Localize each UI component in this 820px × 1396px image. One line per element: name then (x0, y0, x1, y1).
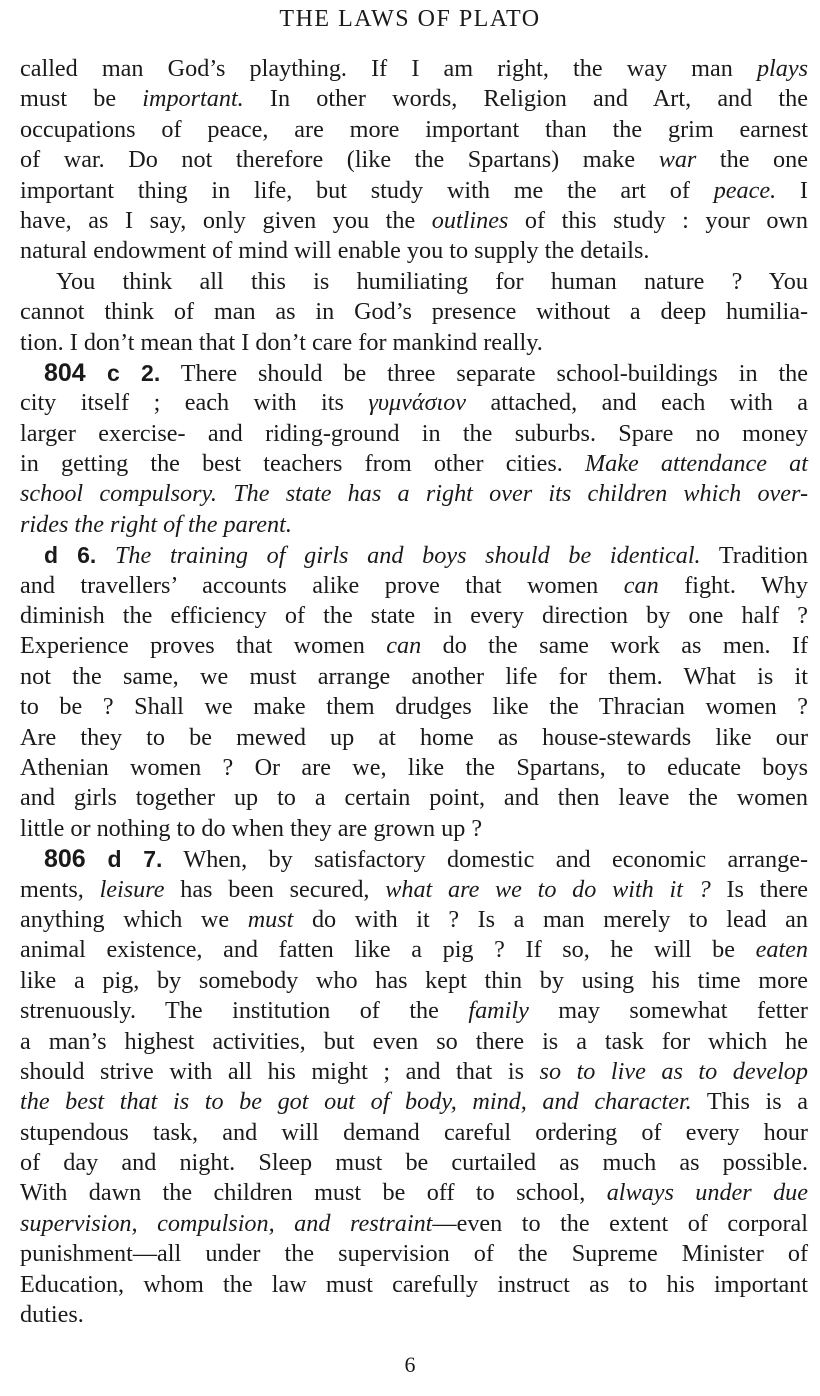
text-line (20, 206, 808, 236)
text-run: attached, and each with a (466, 389, 808, 417)
italic-run: must (247, 905, 294, 933)
text-run: Is there (710, 875, 809, 903)
text-line (20, 935, 808, 965)
text-run: has been secured, (164, 875, 386, 903)
text-run: of this study : your own (508, 206, 808, 234)
italic-run: family (468, 997, 529, 1025)
text-line (20, 388, 808, 418)
text-line (20, 145, 808, 175)
italic-run: can (623, 571, 659, 599)
text-run: not the same, we must arrange another life for them. What is it (20, 662, 808, 690)
text-run (96, 542, 115, 569)
text-run: strenuously. The institution of the (20, 997, 469, 1025)
text-line (20, 1300, 808, 1330)
text-run: occupations of peace, are more important than the grim earnest (20, 115, 808, 143)
text-line (20, 1118, 808, 1148)
text-run: of day and night. Sleep must be curtailed as much as possible. (20, 1149, 808, 1177)
text-line (20, 540, 808, 570)
text-run: —even to the extent of corporal (432, 1209, 808, 1237)
text-run: animal existence, and fatten like a pig ? If so, he will be (20, 936, 756, 964)
text-line (20, 84, 808, 114)
text-run: You think all this is humiliating for human nature ? You (56, 267, 808, 295)
text-run: With dawn the children must be off to school, (20, 1179, 607, 1207)
text-run: little or nothing to do when they are grown up ? (20, 814, 483, 842)
text-line (20, 692, 808, 722)
text-run: to be ? Shall we make them drudges like the Thracian women ? (20, 693, 808, 721)
text-line (20, 1178, 808, 1208)
text-run: punishment—all under the supervision of the Supreme Minister of (20, 1240, 808, 1268)
text-line (20, 1057, 808, 1087)
text-run: This is a (691, 1088, 809, 1116)
text-run: have, as I say, only given you the (20, 206, 432, 234)
italic-run: always under due (606, 1179, 808, 1207)
text-run: duties. (20, 1301, 84, 1329)
running-head: THE LAWS OF PLATO (279, 6, 541, 32)
text-run: fight. Why (658, 571, 808, 599)
stephanus-page: 806 (44, 845, 86, 874)
italic-run: outlines (431, 206, 509, 234)
text-run: the one (696, 146, 808, 174)
stephanus-section: d 7. (85, 846, 163, 873)
text-line (20, 328, 808, 358)
text-run: anything which we (20, 905, 248, 933)
page-number: 6 (404, 1352, 416, 1377)
text-line (20, 297, 808, 327)
italic-run: so to live as to develop (539, 1057, 808, 1085)
text-line (20, 966, 808, 996)
stephanus-reference (44, 846, 162, 872)
italic-run: important. (142, 85, 244, 113)
italic-run: rides the right of the parent. (20, 510, 292, 538)
italic-run: can (386, 632, 422, 660)
text-run: Tradition (700, 542, 809, 570)
text-line (20, 1239, 808, 1269)
text-run: do with it ? Is a man merely to lead an (293, 905, 808, 933)
text-run: city itself ; each with its (20, 389, 369, 417)
text-run: and travellers’ accounts alike prove that women (20, 571, 624, 599)
text-line (20, 844, 808, 874)
text-line (20, 1027, 808, 1057)
text-line (20, 54, 808, 84)
text-run: Education, whom the law must carefully instruct as to his important (20, 1270, 808, 1298)
stephanus-reference (44, 542, 96, 568)
text-run: must be (20, 85, 143, 113)
text-line (20, 905, 808, 935)
text-line (20, 419, 808, 449)
text-run: cannot think of man as in God’s presence without a deep humilia- (20, 298, 808, 326)
text-run: Experience proves that women (20, 632, 387, 660)
text-line (20, 479, 808, 509)
text-line (20, 1270, 808, 1300)
stephanus-section: d 6. (44, 542, 97, 569)
text-line (20, 723, 808, 753)
text-line (20, 601, 808, 631)
text-run: I (776, 176, 808, 204)
text-line (20, 449, 808, 479)
italic-run: what are we to do with it ? (385, 875, 711, 903)
text-run: Athenian women ? Or are we, like the Spartans, to educate boys (20, 753, 808, 781)
text-line (20, 875, 808, 905)
text-run: may somewhat fetter (528, 997, 808, 1025)
text-line (20, 631, 808, 661)
text-run: larger exercise- and riding-ground in the suburbs. Spare no money (20, 419, 808, 447)
italic-run: the best that is to be got out of body, mind, and character. (20, 1088, 692, 1116)
italic-run: peace. (713, 176, 777, 204)
italic-run: plays (756, 55, 808, 82)
text-run: stupendous task, and will demand careful ordering of every hour (20, 1118, 808, 1146)
text-run: in getting the best teachers from other cities. (20, 450, 585, 478)
text-line (20, 510, 808, 540)
text-line (20, 753, 808, 783)
text-line (20, 358, 808, 388)
text-line (20, 1148, 808, 1178)
text-run: a man’s highest activities, but even so there is a task for which he (20, 1027, 808, 1055)
text-line (20, 176, 808, 206)
stephanus-reference (44, 360, 160, 386)
text-line (20, 996, 808, 1026)
greek-word: γυμνάσιον (368, 389, 467, 417)
italic-run: The training of girls and boys should be identical. (114, 542, 701, 570)
text-line (20, 571, 808, 601)
stephanus-section: c 2. (85, 359, 161, 386)
text-run: diminish the efficiency of the state in every direction by one half ? (20, 602, 808, 630)
text-run: tion. I don’t mean that I don’t care for mankind really. (20, 328, 543, 356)
italic-run: war (658, 146, 697, 174)
text-run: and girls together up to a certain point, and then leave the women (20, 784, 808, 812)
text-run: should strive with all his might ; and that is (20, 1057, 540, 1085)
italic-run: leisure (99, 875, 165, 903)
text-run: In other words, Religion and Art, and the (243, 85, 808, 113)
text-run: do the same work as men. If (421, 632, 809, 660)
text-run: ments, (20, 875, 100, 903)
text-line (20, 814, 808, 844)
text-run: There should be three separate school-buildings in the (160, 359, 808, 387)
text-line (20, 1209, 808, 1239)
italic-run: school compulsory. The state has a right over its children which over- (20, 480, 808, 508)
text-line (20, 236, 808, 266)
italic-run: Make attendance at (584, 450, 808, 478)
text-line (20, 115, 808, 145)
body-text (20, 54, 808, 1330)
text-run: natural endowment of mind will enable you to supply the details. (20, 237, 650, 265)
text-line (20, 1087, 808, 1117)
text-run: important thing in life, but study with me the art of (20, 176, 714, 204)
text-run: Are they to be mewed up at home as house-stewards like our (20, 723, 808, 751)
text-run: like a pig, by somebody who has kept thin by using his time more (20, 966, 808, 994)
text-run: called man God’s plaything. If I am right, the way man (20, 55, 757, 82)
text-line (20, 783, 808, 813)
text-run: When, by satisfactory domestic and economic arrange- (162, 846, 808, 874)
text-run: of war. Do not therefore (like the Spartans) make (20, 146, 659, 174)
italic-run: eaten (755, 936, 808, 964)
italic-run: supervision, compulsion, and restraint (20, 1209, 433, 1237)
text-line (20, 267, 808, 297)
text-line (20, 662, 808, 692)
stephanus-page: 804 (44, 358, 86, 387)
